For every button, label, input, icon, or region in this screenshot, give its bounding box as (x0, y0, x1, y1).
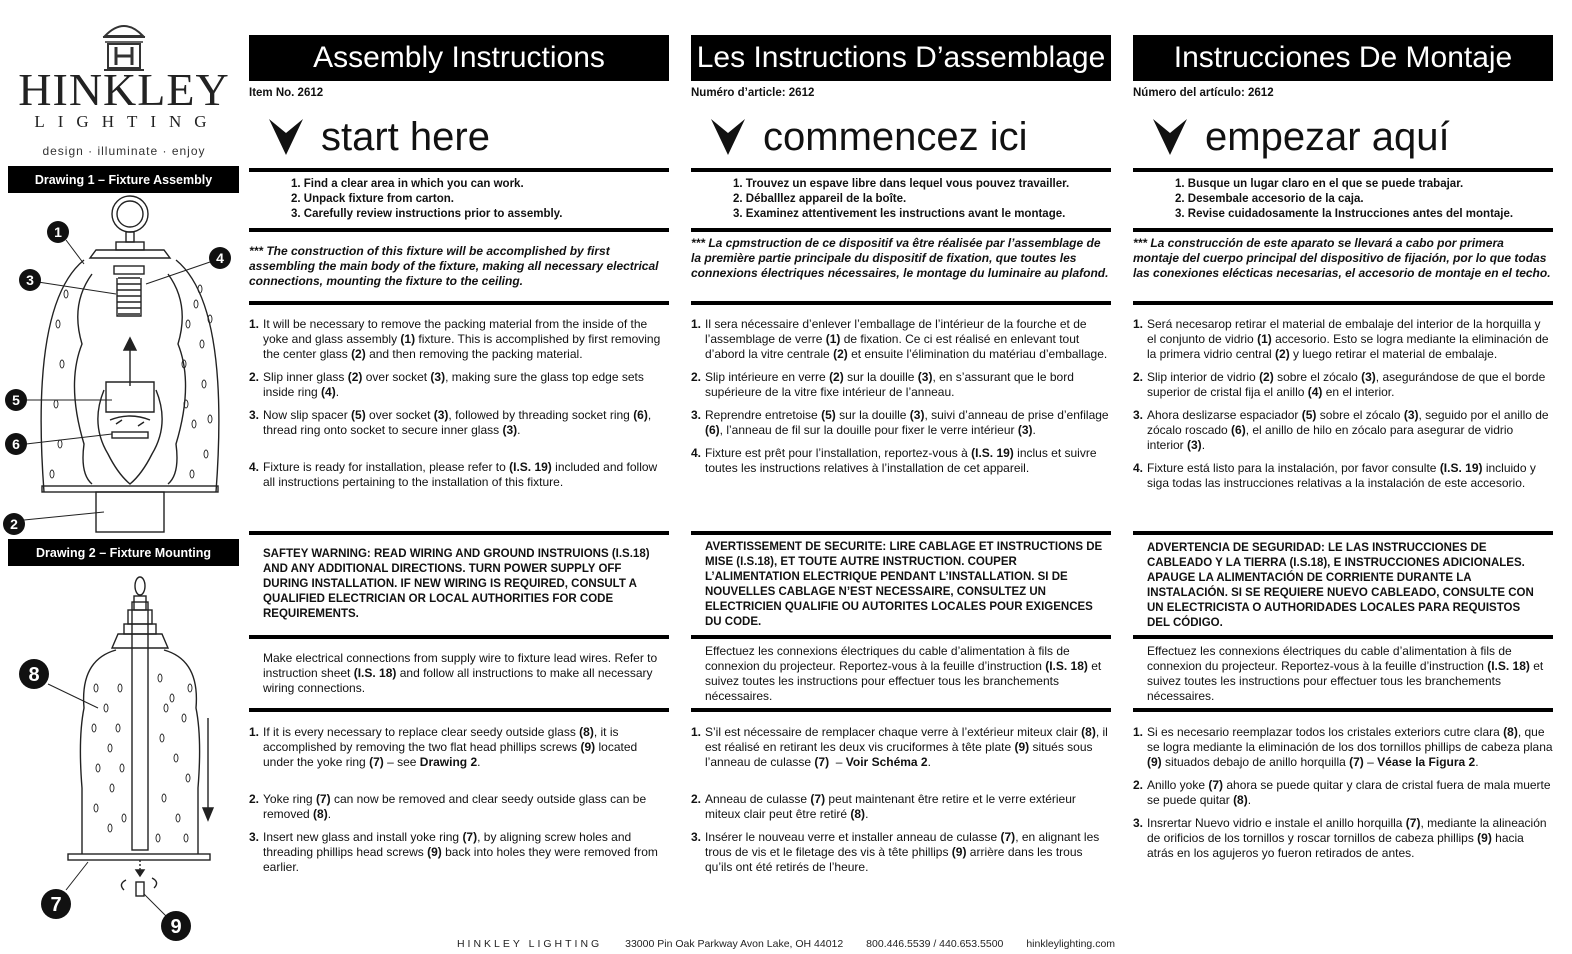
list-number: 1. (691, 317, 702, 331)
item-number-english: Item No. 2612 (249, 87, 324, 99)
drawing1-title: Drawing 1 – Fixture Assembly (8, 166, 239, 193)
callout-8: 8 (28, 664, 40, 686)
drawing1-fixture-assembly (0, 194, 240, 539)
callout-2: 2 (10, 516, 18, 532)
title-french: Les Instructions D’assemblage (691, 35, 1111, 81)
list-item (249, 460, 669, 490)
list-text: Slip inner glass (2) over socket (3), making sure the glass top edge sets inside ring (4). (263, 370, 644, 399)
callout-3: 3 (26, 272, 34, 288)
safety-warning-english: SAFTEY WARNING: READ WIRING AND GROUND INSTRUIONS (I.S.18) AND ANY ADDITIONAL DIRECTIONS. TURN POWER SUPPLY OFF DURING INSTALLATION. IF NEW WIRING IS REQUIRED, CONSULT A QUALIFIED ELECTRICIAN OR LOCAL AUTHORITIES FOR CODE REQUIREMENTS. (263, 548, 650, 620)
construction-note-french: *** La cpmstruction de ce dispositif va être réalisée par l’assemblage de la première partie principale du dispositif de fixation, que toutes les connexions électriques nécessaires, le montage du luminaire au plafond. (691, 236, 1109, 280)
list-number: 3. (1133, 816, 1144, 830)
safety-warning-french: AVERTISSEMENT DE SECURITE: LIRE CABLAGE ET INSTRUCTIONS DE MISE (I.S.18), ET TOUTE AUTRE INSTRUCTION. COUPER L’ALIMENTATION ELECTRIQUE PENDANT L’INSTALLATION. SI DE NOUVELLES CABLAGE N’EST NECESSAIRE, CONSULTEZ UN ELECTRICIEN QUALIFIE OU AUTORITES LOCALES POUR EXIGENCES DU CODE. (705, 541, 1103, 628)
list-number: 1. (249, 317, 260, 331)
list-text: Yoke ring (7) can now be removed and clear seedy outside glass can be removed (8). (263, 792, 647, 821)
start-here-spanish (1133, 99, 1553, 175)
footer-address: 33000 Pin Oak Parkway Avon Lake, OH 44012 (625, 938, 844, 950)
prep-step: 2. Desembale accesorio de la caja. (1175, 193, 1364, 205)
column-english (249, 35, 669, 874)
footer-phone: 800.446.5539 / 440.653.5500 (866, 938, 1004, 950)
list-text: Anillo yoke (7) ahora se puede quitar y clara de cristal fuera de mala muerte se puede quitar (8). (1147, 778, 1551, 807)
list-item (249, 408, 669, 438)
list-text: If it is every necessary to replace clear seedy outside glass (8), it is accomplished by removing the two flat head phillips screws (9) located under the yoke ring (7) – see Drawing 2. (263, 725, 638, 769)
list-number: 3. (249, 408, 260, 422)
list-text: Insert new glass and install yoke ring (7), by aligning screw holes and threading phillips head screws (9) back into holes they were removed from earlier. (263, 830, 658, 874)
chevron-down-icon (269, 119, 303, 155)
prep-step: 3. Revise cuidadosamente la Instrucciones antes del montaje. (1175, 208, 1514, 220)
list-number: 2. (691, 370, 702, 384)
brand-tagline: design · illuminate · enjoy (42, 144, 206, 158)
prep-step: 2. Unpack fixture from carton. (291, 193, 454, 205)
footer-website[interactable]: hinkleylighting.com (1026, 938, 1116, 950)
footer-brand: HINKLEY LIGHTING (456, 938, 603, 950)
item-number-french: Numéro d’article: 2612 (691, 87, 815, 99)
drawing2-title: Drawing 2 – Fixture Mounting (8, 539, 239, 566)
list-item (249, 725, 669, 770)
list-number: 4. (691, 446, 702, 460)
wiring-note-spanish: Effectuez les connexions électriques du cable d’alimentation à fils de connexion du projecteur. Reportez-vous à la feuille d’instruction (I.S. 18) et suivez toutes les instructions pour effectuer tous les branchements nécessaires. (1147, 644, 1544, 703)
list-number: 2. (691, 792, 702, 806)
list-item (1133, 461, 1553, 491)
list-item (1133, 816, 1553, 861)
brand-name: HINKLEY (18, 64, 230, 115)
list-text: Reprendre entretoise (5) sur la douille (3), suivi d’anneau de prise d’enfilage (6), l’anneau de fil sur la douille pour fixer le verre intérieur (3). (705, 408, 1109, 437)
prep-steps-english (249, 177, 669, 222)
list-item (249, 792, 669, 822)
assembly-steps-spanish (1133, 317, 1553, 491)
list-item (249, 830, 669, 875)
start-text-spanish: empezar aquí (1205, 114, 1450, 159)
prep-steps-french (691, 177, 1111, 222)
list-text: S’il est nécessaire de remplacer chaque verre à l’extérieur miteux clair (8), il est réalisé en retirant les deux vis cruciformes à tête plate (9) situés sous l’anneau de culasse (7) – Voir Schéma 2. (705, 725, 1108, 769)
replace-steps-spanish (1133, 725, 1553, 861)
list-text: Fixture est prêt pour l’installation, reportez-vous à (I.S. 19) inclus et suivre toutes les instructions relatives à l’installation de cet appareil. (705, 446, 1097, 475)
list-number: 3. (691, 830, 702, 844)
drawing2-callouts (19, 659, 191, 941)
start-here-english (249, 99, 669, 175)
callout-5: 5 (12, 392, 20, 408)
list-text: Now slip spacer (5) over socket (3), followed by threading socket ring (6), thread ring onto socket to secure inner glass (3). (263, 408, 652, 437)
list-item (249, 317, 669, 362)
callout-6: 6 (12, 436, 20, 452)
list-number: 2. (1133, 370, 1144, 384)
wiring-note-french: Effectuez les connexions électriques du cable d’alimentation à fils de connexion du projecteur. Reportez-vous à la feuille d’instruction (I.S. 18) et suivez toutes les instructions pour effectuer tous les branchements nécessaires. (705, 644, 1102, 703)
chevron-down-icon (1153, 119, 1187, 155)
chevron-down-icon (711, 119, 745, 155)
list-text: It will be necessary to remove the packing material from the inside of the yoke and glass assembly (1) fixture. This is accomplished by first removing the center glass (2) and then removing the packing material. (263, 317, 661, 361)
prep-step: 3. Examinez attentivement les instructions avant le montage. (733, 208, 1066, 220)
list-text: Fixture is ready for installation, please refer to (I.S. 19) included and follow all instructions pertaining to the installation of this fixture. (263, 460, 658, 489)
list-item (691, 408, 1111, 438)
replace-steps-english (249, 725, 669, 875)
prep-step: 1. Find a clear area in which you can work. (291, 178, 524, 190)
safety-warning-spanish: ADVERTENCIA DE SEGURIDAD: LE LAS INSTRUCCIONES DE CABLEADO Y LA TIERRA (I.S.18), E INSTRUCCIONES ADICIONALES. APAUGE LA ALIMENTACIÓN DE CORRIENTE DURANTE LA INSTALACIÓN. SI SE REQUIERE NUEVO CABLEADO, CONSULTE CON UN ELECTRICISTA O AUTHORIDADES LOCALES PARA REQUISTOS DEL CÓDIGO. (1147, 542, 1534, 629)
title-spanish: Instrucciones De Montaje (1133, 35, 1553, 81)
prep-step: 1. Trouvez un espave libre dans lequel vous pouvez travailler. (733, 178, 1070, 190)
list-text: Si es necesario reemplazar todos los cristales exteriors cutre clara (8), que se logra mediante la eliminación de los dos tornillos phillips de cabeza plana (9) situados debajo de anillo horquilla (7) – Véase la Figura 2. (1147, 725, 1553, 769)
list-item (691, 725, 1111, 770)
list-item (1133, 317, 1553, 362)
list-item (691, 446, 1111, 476)
list-text: Insérer le nouveau verre et installer anneau de culasse (7), en alignant les trous de vis et le filetage des vis à tête phillips (9) arrière dans les trous qu’ils ont été retirés de l’heure. (705, 830, 1100, 874)
prep-step: 3. Carefully review instructions prior to assembly. (291, 208, 563, 220)
callout-7: 7 (50, 894, 62, 916)
list-item (691, 370, 1111, 400)
list-number: 1. (1133, 725, 1144, 739)
list-item (691, 317, 1111, 362)
list-text: Será necesarop retirar el material de embalaje del interior de la horquilla y el conjunto de vidrio (1) accesorio. Esto se logra mediante la eliminación de la primera vidrio central (2) y luego retirar el material de embalaje. (1147, 317, 1549, 361)
list-number: 3. (1133, 408, 1144, 422)
list-number: 1. (249, 725, 260, 739)
replace-steps-french (691, 725, 1111, 875)
list-text: Slip intérieure en verre (2) sur la douille (3), en s’assurant que le bord supérieure de la vitre fixe intérieur de l’anneau. (705, 370, 1074, 399)
list-number: 1. (691, 725, 702, 739)
list-number: 3. (691, 408, 702, 422)
list-text: Anneau de culasse (7) peut maintenant être retire et le verre extérieur miteux clair peut être retiré (8). (705, 792, 1076, 821)
prep-step: 2. Déballlez appareil de la boîte. (733, 193, 907, 205)
list-number: 4. (249, 460, 260, 474)
list-number: 2. (249, 792, 260, 806)
prep-step: 1. Busque un lugar claro en el que se puede trabajar. (1175, 178, 1464, 190)
brand-sub: LIGHTING (34, 112, 220, 131)
callout-9: 9 (170, 916, 182, 938)
list-item (1133, 408, 1553, 453)
list-item (1133, 725, 1553, 770)
list-item (1133, 370, 1553, 400)
drawing1-callouts (3, 221, 231, 535)
wiring-note-english: Make electrical connections from supply wire to fixture lead wires. Refer to instruction sheet (I.S. 18) and follow all instructions to make all necessary wiring connections. (263, 651, 658, 695)
list-text: Insrertar Nuevo vidrio e instale el anillo horquilla (7), mediante la alineación de orificios de los tornillos y roscar tornillos de cabeza phillips (9) hacia atrás en los agujeros yo fueron retirados de antes. (1147, 816, 1547, 860)
construction-note-spanish: *** La construcción de este aparato se llevará a cabo por primera montaje del cuerpo principal del dispositivo de fijación, por lo que todas las conexiones elécticas necesarias, el accesorio de montaje en el techo. (1133, 236, 1551, 280)
list-number: 1. (1133, 317, 1144, 331)
brand-block (6, 20, 242, 158)
title-english: Assembly Instructions (249, 35, 669, 81)
list-item (691, 830, 1111, 875)
list-item (1133, 778, 1553, 808)
construction-note-english: *** The construction of this fixture will be accomplished by first assembling the main body of the fixture, making all necessary electrical connections, mounting the fixture to the ceiling. (249, 244, 659, 288)
assembly-steps-french (691, 317, 1111, 476)
assembly-steps-english (249, 317, 669, 490)
list-item (249, 370, 669, 400)
list-number: 4. (1133, 461, 1144, 475)
list-item (691, 792, 1111, 822)
footer (0, 938, 1572, 950)
callout-1: 1 (54, 224, 62, 240)
list-number: 2. (249, 370, 260, 384)
list-number: 3. (249, 830, 260, 844)
callout-4: 4 (216, 250, 224, 266)
item-number-spanish: Número del artículo: 2612 (1133, 87, 1274, 99)
start-text-french: commencez ici (763, 114, 1028, 159)
drawing2-fixture-mounting (0, 568, 240, 948)
prep-steps-spanish (1133, 177, 1553, 222)
list-text: Fixture está listo para la instalación, por favor consulte (I.S. 19) incluido y siga todas las instrucciones relativas a la instalación de este accesorio. (1147, 461, 1536, 490)
column-spanish (1133, 35, 1553, 860)
list-text: Il sera nécessaire d’enlever l’emballage de l’intérieur de la fourche et de l’assemblage de verre (1) de fixation. Ce ci est réalisé en enlevant tout d’abord la vitre centrale (2) et ensuite l’élimination du matériau d’emballage. (705, 317, 1108, 361)
start-text-english: start here (321, 114, 490, 159)
column-french (691, 35, 1111, 874)
list-text: Ahora deslizarse espaciador (5) sobre el zócalo (3), seguido por el anillo de zócalo roscado (6), el anillo de hilo en zócalo para asegurar de vidrio interior (3). (1147, 408, 1549, 452)
list-text: Slip interior de vidrio (2) sobre el zócalo (3), asegurándose de que el borde superior de cristal fija el anillo (4) en el interior. (1147, 370, 1546, 399)
list-number: 2. (1133, 778, 1144, 792)
start-here-french (691, 99, 1111, 175)
